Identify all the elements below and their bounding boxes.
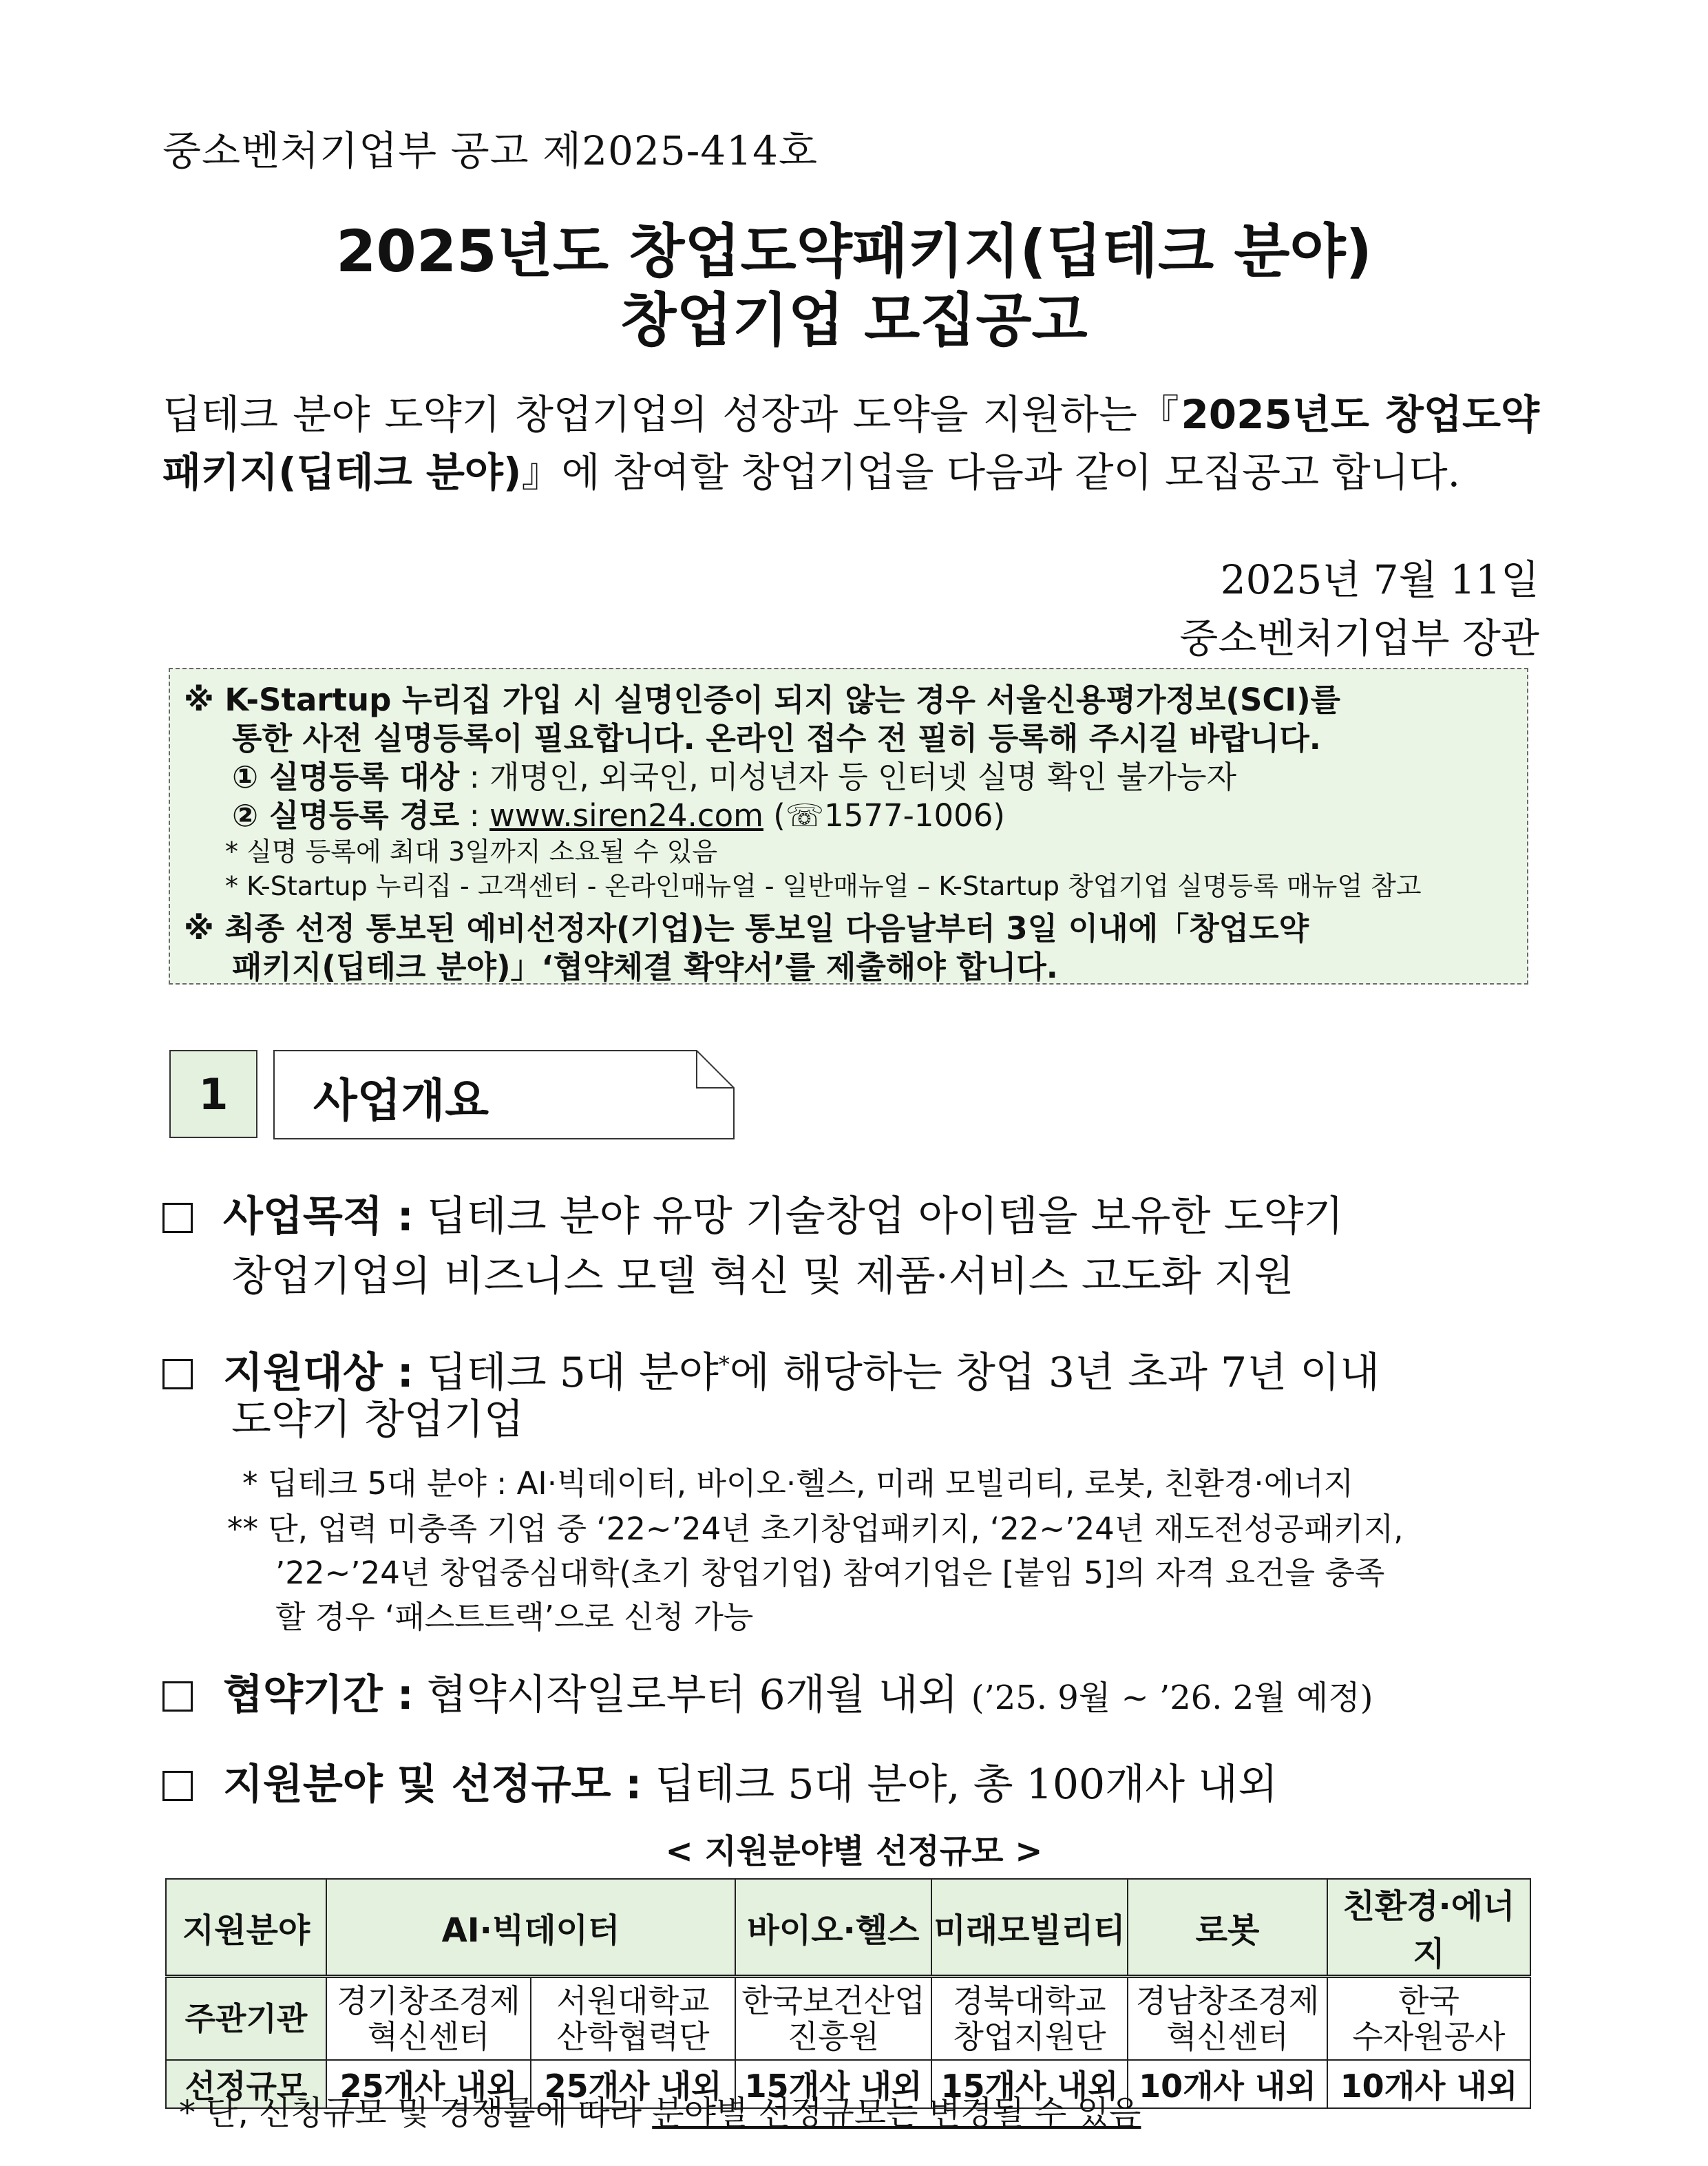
item-target-line1a: 딥테크 5대 분야: [413, 1349, 719, 1397]
item-target-head: 지원대상 :: [223, 1349, 414, 1397]
siren24-link[interactable]: www.siren24.com: [489, 797, 763, 834]
table-row-orgs: [166, 1977, 1530, 2061]
org-label: 주관기관: [166, 1977, 326, 2061]
checkbox-icon: [162, 1681, 193, 1712]
notice-line3: ※ 최종 선정 통보된 예비선정자(기업)는 통보일 다음날부터 3일 이내에「창업도약: [184, 910, 1309, 947]
org-line: 산학협력단: [556, 2018, 710, 2055]
field-future-mobility: 미래모빌리티: [931, 1879, 1128, 1977]
selection-scale-table: [165, 1878, 1531, 2109]
field-ai-bigdata: AI·빅데이터: [326, 1879, 735, 1977]
notice-number: 중소벤처기업부 공고 제2025-414호: [162, 127, 819, 174]
item-purpose-line2: 창업기업의 비즈니스 모델 혁신 및 제품·서비스 고도화 지원: [231, 1252, 1294, 1301]
page-title-line1: 2025년도 창업도약패키지(딥테크 분야): [335, 218, 1373, 285]
scale-cell: 10개사 내외: [1327, 2060, 1530, 2108]
item-scale: [162, 1756, 1532, 1813]
footnote-fasttrack-line1: ** 단, 업력 미충족 기업 중 ‘22~’24년 초기창업패키지, ‘22~’24년 재도전성공패키지,: [227, 1511, 1404, 1547]
item-period-head: 협약기간 :: [223, 1671, 414, 1719]
org-line: 한국: [1398, 1982, 1459, 2019]
notice-note2: * K-Startup 누리집 - 고객센터 - 온라인매뉴얼 - 일반매뉴얼 – K-Startup 창업기업 실명등록 매뉴얼 참고: [225, 871, 1422, 901]
org-cell: [531, 1977, 735, 2061]
org-line: 한국보건산업: [741, 1982, 925, 2019]
notice-route: [232, 790, 1005, 835]
intro-paragraph: [162, 386, 1539, 501]
scale-cell: 15개사 내외: [931, 2060, 1128, 2108]
notice-line2: 통한 사전 실명등록이 필요합니다. 온라인 접수 전 필히 등록해 주시길 바랍니다.: [232, 720, 1321, 757]
page-title-line2: 창업기업 모집공고: [620, 286, 1088, 354]
org-line: 서원대학교: [556, 1982, 710, 2019]
checkbox-icon: [162, 1771, 193, 1801]
org-cell: [735, 1977, 931, 2061]
field-robot: 로봇: [1128, 1879, 1327, 1977]
bottom-note-underlined: 분야별 선정규모는 변경될 수 있음: [652, 2094, 1141, 2132]
intro-program-name: 2025년도 창업도약패키지(딥테크 분야): [162, 391, 1539, 496]
item-period: [162, 1666, 1532, 1727]
item-scale-text: 딥테크 5대 분야, 총 100개사 내외: [642, 1760, 1278, 1809]
announcement-date: 2025년 7월 11일: [1220, 556, 1539, 603]
scale-label: 선정규모: [166, 2060, 326, 2108]
notice-target-value: : 개명인, 외국인, 미성년자 등 인터넷 실명 확인 불가능자: [459, 759, 1237, 795]
section-title: 사업개요: [313, 1074, 489, 1127]
table-header-row: [166, 1879, 1530, 1977]
org-cell: [326, 1977, 531, 2061]
org-line: 수자원공사: [1352, 2018, 1506, 2055]
item-purpose-head: 사업목적 :: [223, 1192, 414, 1241]
org-line: 창업지원단: [953, 2018, 1106, 2055]
intro-part2: 』에 참여할 창업기업을 다음과 같이 모집공고 합니다.: [521, 449, 1461, 496]
item-period-text: 협약시작일로부터 6개월 내외: [413, 1671, 971, 1719]
scale-cell: 15개사 내외: [735, 2060, 931, 2108]
scale-cell: 25개사 내외: [531, 2060, 735, 2108]
notice-target-label: ① 실명등록 대상: [232, 759, 460, 795]
notice-route-phone: (☏1577-1006): [763, 797, 1005, 834]
notice-note1: * 실명 등록에 최대 3일까지 소요될 수 있음: [225, 837, 718, 867]
checkbox-icon: [162, 1359, 193, 1389]
notice-route-sep: :: [459, 797, 490, 834]
bottom-note: [179, 2086, 1141, 2134]
notice-box: [169, 668, 1528, 985]
org-line: 경기창조경제: [337, 1982, 520, 2019]
item-scale-head: 지원분야 및 선정규모 :: [223, 1760, 642, 1809]
footnote-fasttrack-line2: ’22~’24년 창업중심대학(초기 창업기업) 참여기업은 [붙임 5]의 자격 요건을 충족: [275, 1555, 1385, 1591]
scale-cell: 25개사 내외: [326, 2060, 531, 2108]
issuer: 중소벤처기업부 장관: [1179, 615, 1539, 662]
field-eco-energy: 친환경·에너지: [1327, 1879, 1530, 1977]
intro-part1: 딥테크 분야 도약기 창업기업의 성장과 도약을 지원하는『: [162, 391, 1181, 438]
org-line: 진흥원: [787, 2018, 880, 2055]
org-cell: [1327, 1977, 1530, 2061]
org-line: 경남창조경제: [1135, 1982, 1320, 2019]
scale-cell: 10개사 내외: [1128, 2060, 1327, 2108]
footnote-fasttrack-line3: 할 경우 ‘패스트트랙’으로 신청 가능: [275, 1599, 754, 1635]
item-purpose-line1: 딥테크 분야 유망 기술창업 아이템을 보유한 도약기: [413, 1192, 1344, 1241]
org-line: 혁신센터: [1166, 2018, 1289, 2055]
org-line: 혁신센터: [367, 2018, 490, 2055]
header-label: 지원분야: [166, 1879, 326, 1977]
notice-line4: 패키지(딥테크 분야)」‘협약체결 확약서’를 제출해야 합니다.: [232, 949, 1058, 985]
footnote-deeptech-fields: * 딥테크 5대 분야 : AI·빅데이터, 바이오·헬스, 미래 모빌리티, 로봇, 친환경·에너지: [242, 1465, 1354, 1502]
table-caption: < 지원분야별 선정규모 >: [665, 1832, 1043, 1871]
notice-line1: ※ K-Startup 누리집 가입 시 실명인증이 되지 않는 경우 서울신용평가정보(SCI)를: [184, 682, 1341, 718]
notice-route-label: ② 실명등록 경로: [232, 797, 460, 834]
checkbox-icon: [162, 1203, 193, 1233]
field-bio-health: 바이오·헬스: [735, 1879, 931, 1977]
item-target-line2: 도약기 창업기업: [231, 1396, 524, 1444]
item-period-note: (’25. 9월 ~ ’26. 2월 예정): [971, 1679, 1373, 1717]
item-target-star: *: [718, 1352, 730, 1378]
org-line: 경북대학교: [953, 1982, 1106, 2019]
bottom-note-prefix: * 단, 신청규모 및 경쟁률에 따라: [179, 2094, 653, 2132]
org-cell: [1128, 1977, 1327, 2061]
org-cell: [931, 1977, 1128, 2061]
item-target-line1b: 에 해당하는 창업 3년 초과 7년 이내: [729, 1349, 1380, 1397]
item-purpose: [162, 1188, 1532, 1245]
section-number: 1: [169, 1050, 257, 1138]
